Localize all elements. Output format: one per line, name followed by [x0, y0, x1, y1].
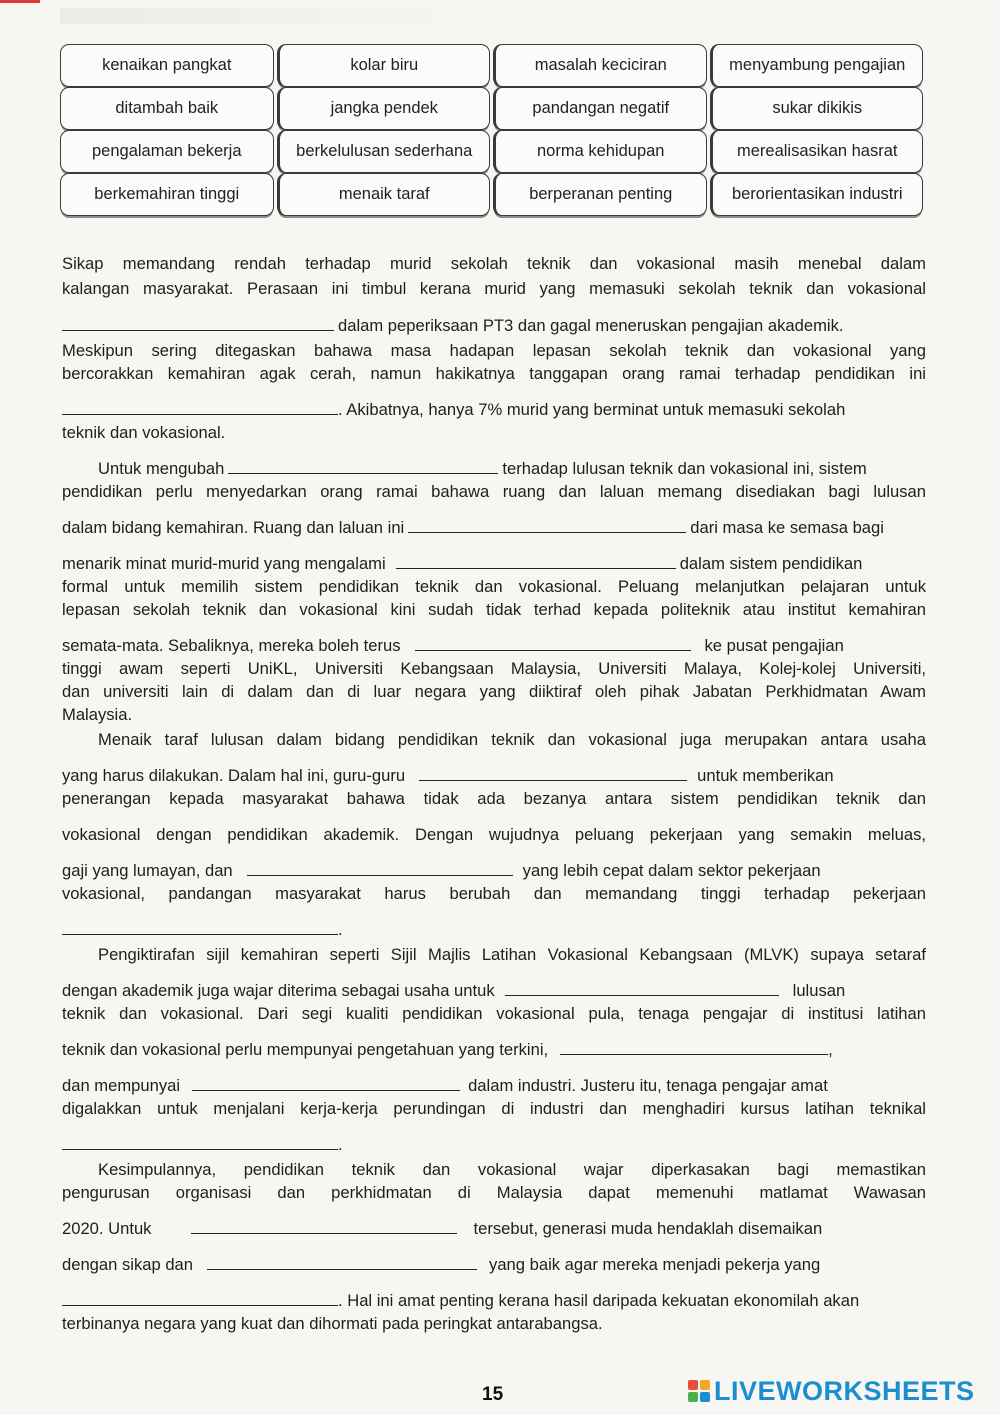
text-line: dengan akademik juga wajar diterima sebagai usaha untuk lulusan [62, 981, 846, 1000]
answer-blank[interactable] [191, 1219, 457, 1234]
answer-blank[interactable] [396, 554, 676, 569]
word-chip: sukar dikikis [710, 87, 924, 130]
answer-blank[interactable] [560, 1040, 828, 1055]
text-line: 2020. Untuk tersebut, generasi muda hendaklah disemaikan [62, 1219, 823, 1238]
answer-blank[interactable] [62, 1291, 338, 1306]
text-line: semata-mata. Sebaliknya, mereka boleh terus ke pusat pengajian [62, 636, 844, 655]
word-chip: masalah keciciran [493, 44, 707, 87]
text-line: dalam peperiksaan PT3 dan gagal meneruskan pengajian akademik. [62, 314, 926, 337]
text-line: Sikap memandang rendah terhadap murid sekolah teknik dan vokasional masih menebal dalam [62, 254, 926, 273]
text-line: pengurusan organisasi dan perkhidmatan di Malaysia dapat memenuhi matlamat Wawasan [62, 1183, 926, 1202]
word-chip: norma kehidupan [493, 130, 707, 173]
answer-blank[interactable] [62, 316, 334, 331]
answer-blank[interactable] [505, 981, 779, 996]
word-chip: pengalaman bekerja [60, 130, 274, 173]
word-chip: berperanan penting [493, 173, 707, 216]
brand-text: LIVEWORKSHEETS [714, 1375, 975, 1406]
text-line: dan mempunyai dalam industri. Justeru itu, tenaga pengajar amat [62, 1076, 828, 1095]
word-chip: menaik taraf [277, 173, 491, 216]
text-line: Malaysia. [62, 705, 133, 724]
text-line: . Akibatnya, hanya 7% murid yang berminat untuk memasuki sekolah [62, 398, 926, 421]
word-chip: berkemahiran tinggi [60, 173, 274, 216]
answer-blank[interactable] [62, 1135, 338, 1150]
word-chip: berorientasikan industri [710, 173, 924, 216]
answer-blank[interactable] [228, 459, 498, 474]
answer-blank[interactable] [408, 518, 686, 533]
text-line: lepasan sekolah teknik dan vokasional kini sudah tidak terhad kepada politeknik atau institut kemahiran [62, 600, 926, 619]
word-chip: menyambung pengajian [710, 44, 924, 87]
text-line: menarik minat murid-murid yang mengalami dalam sistem pendidikan [62, 554, 863, 573]
word-chip: pandangan negatif [493, 87, 707, 130]
liveworksheets-icon [688, 1380, 710, 1402]
text-line: . Hal ini amat penting kerana hasil daripada kekuatan ekonomilah akan [62, 1289, 926, 1312]
text-line: Meskipun sering ditegaskan bahawa masa hadapan lepasan sekolah teknik dan vokasional yang [62, 341, 926, 360]
word-bank [60, 44, 926, 216]
text-line: teknik dan vokasional. [62, 423, 226, 442]
text-line: dan universiti lain di dalam dan di luar negara yang diiktiraf oleh pihak Jabatan Perkhidmatan Awam [62, 682, 926, 701]
answer-blank[interactable] [247, 861, 513, 876]
text-line: dalam bidang kemahiran. Ruang dan laluan ini dari masa ke semasa bagi [62, 518, 884, 537]
page-number: 15 [482, 1384, 504, 1405]
word-chip: jangka pendek [277, 87, 491, 130]
word-chip: merealisasikan hasrat [710, 130, 924, 173]
answer-blank[interactable] [192, 1076, 460, 1091]
text-line: formal untuk memilih sistem pendidikan teknik dan vokasional. Peluang melanjutkan pelajaran untuk [62, 577, 926, 596]
text-line: bercorakkan kemahiran agak cerah, namun hakikatnya tanggapan orang ramai terhadap pendidikan ini [62, 364, 926, 383]
answer-blank[interactable] [62, 400, 338, 415]
liveworksheets-logo [688, 1376, 975, 1406]
text-line: teknik dan vokasional perlu mempunyai pengetahuan yang terkini, , [62, 1040, 833, 1059]
text-line: dengan sikap dan yang baik agar mereka menjadi pekerja yang [62, 1255, 821, 1274]
text-line: gaji yang lumayan, dan yang lebih cepat dalam sektor pekerjaan [62, 861, 821, 880]
answer-blank[interactable] [207, 1255, 477, 1270]
word-chip: ditambah baik [60, 87, 274, 130]
corner-mark [0, 0, 40, 3]
text-line: . [62, 918, 926, 941]
text-line: Menaik taraf lulusan dalam bidang pendidikan teknik dan vokasional juga merupakan antara usaha [98, 730, 926, 749]
word-chip: berkelulusan sederhana [277, 130, 491, 173]
text-line: tinggi awam seperti UniKL, Universiti Kebangsaan Malaysia, Universiti Malaya, Kolej-kolej Universiti, [62, 659, 926, 678]
text-line: yang harus dilakukan. Dalam hal ini, guru-guru untuk memberikan [62, 766, 834, 785]
answer-blank[interactable] [62, 920, 338, 935]
word-chip: kenaikan pangkat [60, 44, 274, 87]
text-line: Untuk mengubah terhadap lulusan teknik dan vokasional ini, sistem [98, 459, 867, 478]
text-line: penerangan kepada masyarakat bahawa tidak ada bezanya antara sistem pendidikan teknik dan [62, 789, 926, 808]
text-line: vokasional, pandangan masyarakat harus berubah dan memandang tinggi terhadap pekerjaan [62, 884, 926, 903]
text-line: kalangan masyarakat. Perasaan ini timbul kerana murid yang memasuki sekolah teknik dan vokasional [62, 279, 926, 298]
text-line: pendidikan perlu menyedarkan orang ramai bahawa ruang dan laluan memang disediakan bagi lulusan [62, 482, 926, 501]
text-line: Kesimpulannya, pendidikan teknik dan vokasional wajar diperkasakan bagi memastikan [98, 1160, 926, 1179]
word-chip: kolar biru [277, 44, 491, 87]
text-line: teknik dan vokasional. Dari segi kualiti pendidikan vokasional pula, tenaga pengajar di institusi latihan [62, 1004, 926, 1023]
text-line: . [62, 1133, 926, 1156]
answer-blank[interactable] [415, 636, 691, 651]
text-line: Pengiktirafan sijil kemahiran seperti Sijil Majlis Latihan Vokasional Kebangsaan (MLVK) supaya setaraf [98, 945, 926, 964]
text-line: terbinanya negara yang kuat dan dihormati pada peringkat antarabangsa. [62, 1314, 603, 1333]
scan-smudge [60, 8, 440, 24]
text-line: vokasional dengan pendidikan akademik. Dengan wujudnya peluang pekerjaan yang semakin meluas, [62, 825, 926, 844]
text-line: digalakkan untuk menjalani kerja-kerja perundingan di industri dan menghadiri kursus latihan teknikal [62, 1099, 926, 1118]
answer-blank[interactable] [419, 766, 687, 781]
